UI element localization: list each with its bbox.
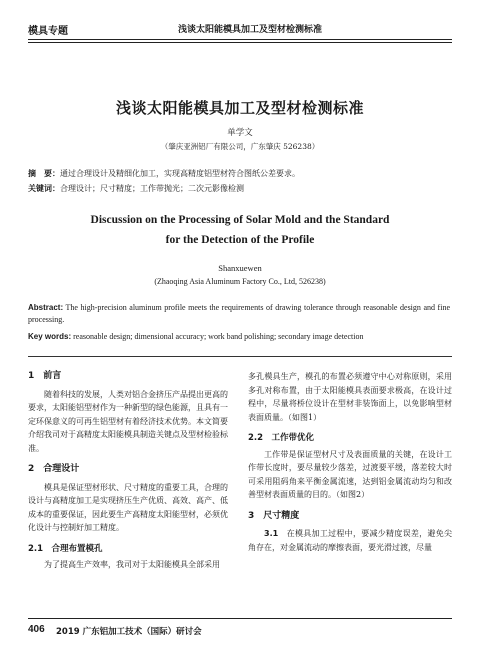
header-running-title: 浅谈太阳能模具加工及型材检测标准 xyxy=(178,25,323,35)
subsection-3-1-label: 3.1 xyxy=(264,529,279,538)
header-rule-thin xyxy=(28,42,452,43)
subsection-2-1-paragraph: 为了提高生产效率，我司对于太阳能模具全部采用 xyxy=(44,560,220,569)
abstract-chinese xyxy=(28,168,452,179)
title-english-line-1: Discussion on the Processing of Solar Mold and the Standard xyxy=(90,214,390,226)
title-english-line-2: for the Detection of the Profile xyxy=(165,234,315,246)
section-heading-3: 3 尺寸精度 xyxy=(248,510,300,521)
author-english: Shanxuewen xyxy=(218,263,262,273)
keywords-chinese xyxy=(28,183,452,194)
section-heading-2: 2 合理设计 xyxy=(28,464,80,474)
header-rule-thick xyxy=(28,39,452,40)
section-heading-1: 1 前言 xyxy=(28,371,62,381)
continued-paragraph: 多孔模具生产，模孔的布置必须遵守中心对称原则，采用多孔对称布置，由于太阳能模具表面要求极高，在设计过程中，尽量将桥位设计在型材非装饰面上，以免影响型材表面质量。（如图1） xyxy=(248,372,452,422)
subsection-heading-2-2: 2.2 工作带优化 xyxy=(248,433,315,443)
footer-rule xyxy=(28,618,452,619)
header-section-label: 模具专题 xyxy=(28,26,68,37)
section-2-paragraph: 模具是保证型材形状、尺寸精度的重要工具，合理的设计与高精度加工是实现挤压生产优质、高效、高产、低成本的重要保证，因此要生产高精度太阳能型材，必须优化设计与控制好加工精度。 xyxy=(28,482,228,532)
running-header xyxy=(28,22,452,40)
section-1-paragraph: 随着科技的发展，人类对铝合金挤压产品提出更高的要求，太阳能铝型材作为一种新型的绿色能源，且具有一定环保意义的可再生铝型材有着经济技术优势。本文简要介绍我司对于高精度太阳能模具制造关键点及型材检验标准。 xyxy=(28,389,228,453)
abstract-text-chinese: 通过合理设计及精细化加工，实现高精度铝型材符合图纸公差要求。 xyxy=(60,169,300,178)
keywords-text-english: reasonable design; dimensional accuracy; work band polishing; secondary image detection xyxy=(71,332,364,341)
keywords-label-english: Key words: xyxy=(28,332,72,341)
abstract-label-english: Abstract: xyxy=(28,303,64,312)
abstract-separator xyxy=(28,356,452,357)
body-column-right xyxy=(248,370,452,562)
keywords-label-chinese: 关键词： xyxy=(28,184,60,193)
conference-name: 2019 广东铝加工技术（国际）研讨会 xyxy=(56,627,202,637)
abstract-text-english: The high-precision aluminum profile meets the requirements of drawing tolerance through reasonable design and fine processing. xyxy=(28,303,450,324)
abstract-label-chinese: 摘 要： xyxy=(28,169,60,178)
keywords-english xyxy=(28,332,450,341)
keywords-text-chinese: 合理设计；尺寸精度；工作带抛光；二次元影像检测 xyxy=(60,184,244,193)
affiliation-chinese: （肇庆亚洲铝厂有限公司，广东肇庆 526238） xyxy=(160,142,320,151)
subsection-heading-2-1: 2.1 合理布置模孔 xyxy=(28,543,103,554)
author-chinese: 单学文 xyxy=(227,128,253,138)
page-number: 406 xyxy=(28,624,45,635)
affiliation-english: (Zhaoqing Asia Aluminum Factory Co., Ltd, 526238) xyxy=(154,277,326,286)
abstract-english xyxy=(28,302,450,326)
title-chinese: 浅谈太阳能模具加工及型材检测标准 xyxy=(115,99,364,117)
body-column-left xyxy=(28,370,228,580)
subsection-3-1-paragraph xyxy=(248,527,452,554)
subsection-3-1-text: 在模具加工过程中，要减少精度误差，避免尖角存在，对金属流动的摩擦表面，要光滑过渡，尽量 xyxy=(248,529,452,552)
subsection-2-2-paragraph: 工作带是保证型材尺寸及表面质量的关键，在设计工作带长度时，要尽量较少落差，过渡要平缓，落差较大时可采用阻码角来平衡金属流速，达到铝金属流动均匀和改善型材表面质量的目的。（如图2） xyxy=(248,449,452,499)
